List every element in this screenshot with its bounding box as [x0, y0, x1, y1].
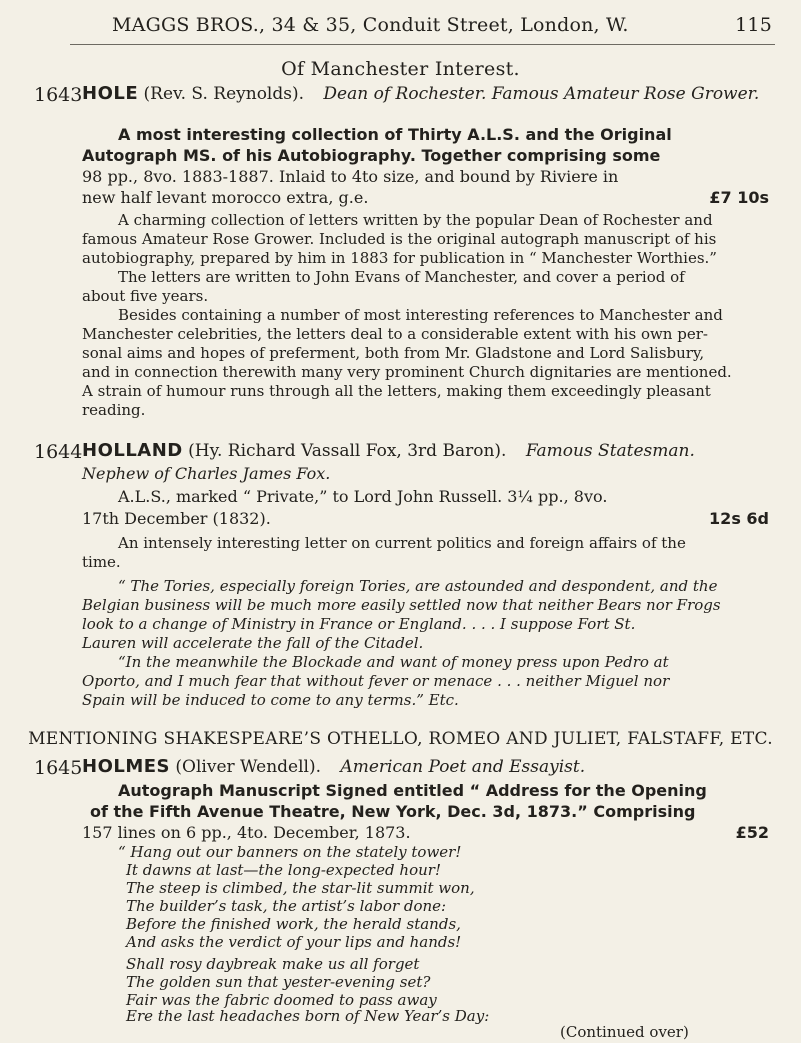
- poem-line: The golden sun that yester-evening set?: [126, 973, 431, 991]
- title-line: of the Fifth Avenue Theatre, New York, Dec. 3d, 1873.” Comprising: [90, 802, 696, 821]
- author-description: Dean of Rochester. Famous Amateur Rose Grower.: [323, 84, 760, 104]
- body-line: Belgian business will be much more easily settled now that neither Bears nor Frogs: [82, 596, 721, 614]
- body-line: A strain of humour runs through all the letters, making them exceedingly pleasant: [82, 382, 711, 400]
- body-line: time.: [82, 553, 121, 571]
- body-line: “In the meanwhile the Blockade and want of money press upon Pedro at: [118, 653, 669, 671]
- lot-number: 1644: [34, 441, 83, 463]
- body-line: reading.: [82, 401, 146, 419]
- title-line: Autograph Manuscript Signed entitled “ Address for the Opening: [118, 781, 707, 800]
- body-line: and in connection therewith many very prominent Church dignitaries are mentioned.: [82, 363, 732, 381]
- title-line: new half levant morocco extra, g.e.: [82, 188, 369, 207]
- section-subtitle: MENTIONING SHAKESPEARE’S OTHELLO, ROMEO AND JULIET, FALSTAFF, ETC.: [28, 729, 773, 749]
- title-line: 98 pp., 8vo. 1883-1887. Inlaid to 4to size, and bound by Riviere in: [82, 167, 619, 186]
- poem-line: “ Hang out our banners on the stately tower!: [118, 843, 462, 861]
- author-description: American Poet and Essayist.: [340, 757, 586, 777]
- author-name: HOLE: [82, 83, 139, 104]
- section-title: Of Manchester Interest.: [281, 58, 520, 80]
- body-line: Besides containing a number of most interesting references to Manchester and: [118, 306, 723, 324]
- body-line: Oporto, and I much fear that without fever or menace . . . neither Miguel nor: [82, 672, 670, 690]
- poem-line: The builder’s task, the artist’s labor done:: [126, 897, 447, 915]
- body-line: A charming collection of letters written by the popular Dean of Rochester and: [118, 211, 713, 229]
- poem-line: Fair was the fabric doomed to pass away: [126, 991, 437, 1009]
- title-line: 17th December (1832).: [82, 509, 271, 528]
- poem-line: The steep is climbed, the star-lit summit won,: [126, 879, 475, 897]
- author-detail: (Oliver Wendell).: [170, 757, 322, 777]
- body-line: “ The Tories, especially foreign Tories, are astounded and despondent, and the: [118, 577, 718, 595]
- author-name: HOLLAND: [82, 440, 183, 461]
- title-line: A most interesting collection of Thirty A.L.S. and the Original: [118, 125, 672, 144]
- author-detail: (Rev. S. Reynolds).: [138, 84, 305, 104]
- poem-line: It dawns at last—the long-expected hour!: [126, 861, 441, 879]
- price: £7 10s: [709, 188, 769, 207]
- lot-number: 1643: [34, 84, 83, 106]
- author-name: HOLMES: [82, 756, 171, 777]
- page-number: 115: [735, 14, 772, 36]
- poem-line: And asks the verdict of your lips and hands!: [126, 933, 462, 951]
- page-header: [112, 14, 772, 36]
- body-line: autobiography, prepared by him in 1883 for publication in “ Manchester Worthies.”: [82, 249, 717, 267]
- lot-number: 1645: [34, 757, 83, 779]
- publisher-line: MAGGS BROS., 34 & 35, Conduit Street, London, W.: [112, 14, 629, 36]
- price: 12s 6d: [709, 509, 769, 528]
- author-description-2: Nephew of Charles James Fox.: [82, 464, 331, 483]
- body-line: sonal aims and hopes of preferment, both from Mr. Gladstone and Lord Salisbury,: [82, 344, 705, 362]
- body-line: about five years.: [82, 287, 209, 305]
- author-description: Famous Statesman.: [525, 441, 695, 461]
- poem-line: Before the finished work, the herald stands,: [126, 915, 461, 933]
- body-line: Lauren will accelerate the fall of the Citadel.: [82, 634, 424, 652]
- title-line: Autograph MS. of his Autobiography. Together comprising some: [82, 146, 661, 165]
- author-detail: (Hy. Richard Vassall Fox, 3rd Baron).: [182, 441, 507, 461]
- body-line: look to a change of Ministry in France or England. . . . I suppose Fort St.: [82, 615, 636, 633]
- poem-line: Ere the last headaches born of New Year’s Day:: [126, 1007, 490, 1025]
- continued-note: (Continued over): [560, 1023, 689, 1041]
- title-line: A.L.S., marked “ Private,” to Lord John Russell. 3¼ pp., 8vo.: [118, 487, 608, 506]
- body-line: famous Amateur Rose Grower. Included is the original autograph manuscript of his: [82, 230, 717, 248]
- body-line: The letters are written to John Evans of Manchester, and cover a period of: [118, 268, 685, 286]
- poem-line: Shall rosy daybreak make us all forget: [126, 955, 420, 973]
- body-line: An intensely interesting letter on current politics and foreign affairs of the: [118, 534, 686, 552]
- title-line: 157 lines on 6 pp., 4to. December, 1873.: [82, 823, 411, 842]
- body-line: Spain will be induced to come to any terms.” Etc.: [82, 691, 459, 709]
- body-line: Manchester celebrities, the letters deal to a considerable extent with his own per-: [82, 325, 708, 343]
- header-rule: [70, 44, 775, 45]
- price: £52: [735, 823, 769, 842]
